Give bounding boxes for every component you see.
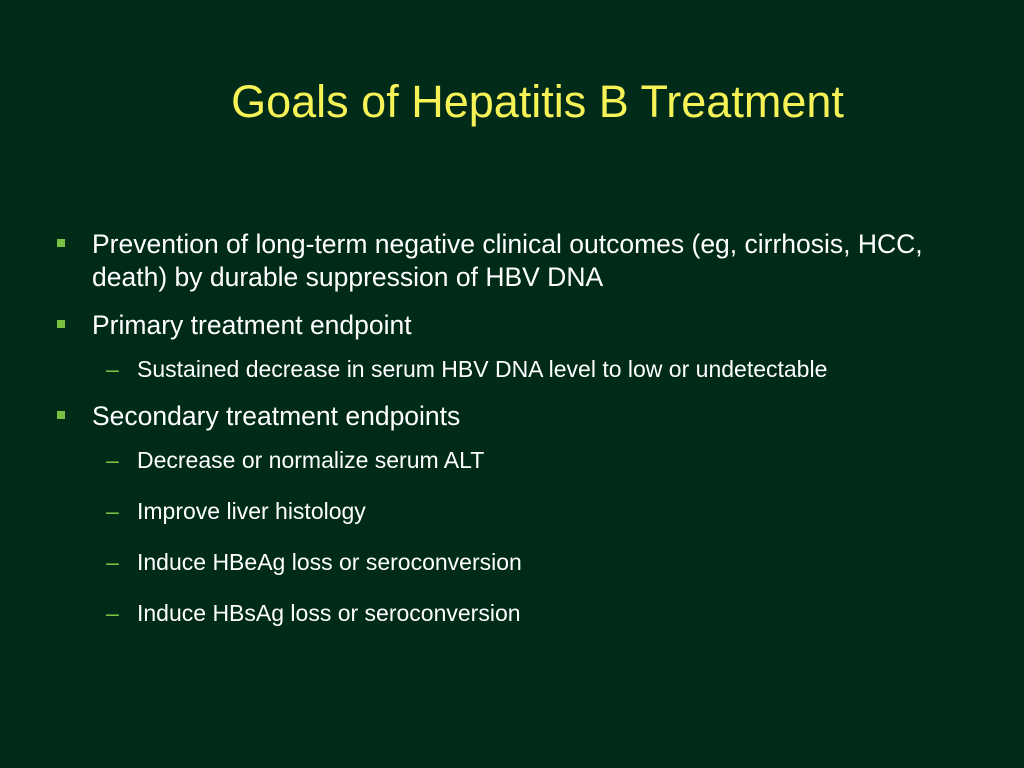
sub-list-item-text: Sustained decrease in serum HBV DNA level to low or undetectable (137, 356, 828, 382)
dash-bullet-icon: – (106, 600, 119, 626)
slide-title: Goals of Hepatitis B Treatment (231, 76, 844, 127)
sub-list-item-text: Induce HBsAg loss or seroconversion (137, 600, 521, 626)
sub-list-item (54, 445, 954, 475)
sub-list-item (54, 496, 954, 526)
sub-list-item-text: Induce HBeAg loss or seroconversion (137, 549, 522, 575)
list-item (54, 309, 954, 342)
sub-list-item (54, 598, 954, 628)
bullet-list (54, 228, 954, 628)
list-item-text: Primary treatment endpoint (92, 310, 412, 340)
dash-bullet-icon: – (106, 498, 119, 524)
list-item (54, 228, 954, 294)
sub-list-item (54, 547, 954, 577)
sub-list-item-text: Improve liver histology (137, 498, 366, 524)
list-item-text: Secondary treatment endpoints (92, 401, 461, 431)
dash-bullet-icon: – (106, 356, 119, 382)
list-item (54, 400, 954, 433)
dash-bullet-icon: – (106, 447, 119, 473)
sub-list-item (54, 354, 954, 384)
sub-list-item-text: Decrease or normalize serum ALT (137, 447, 485, 473)
list-item-text: Prevention of long-term negative clinical outcomes (eg, cirrhosis, HCC, death) by durable suppression of HBV DNA (92, 229, 923, 292)
square-bullet-icon (57, 239, 65, 247)
square-bullet-icon (57, 411, 65, 419)
dash-bullet-icon: – (106, 549, 119, 575)
square-bullet-icon (57, 320, 65, 328)
